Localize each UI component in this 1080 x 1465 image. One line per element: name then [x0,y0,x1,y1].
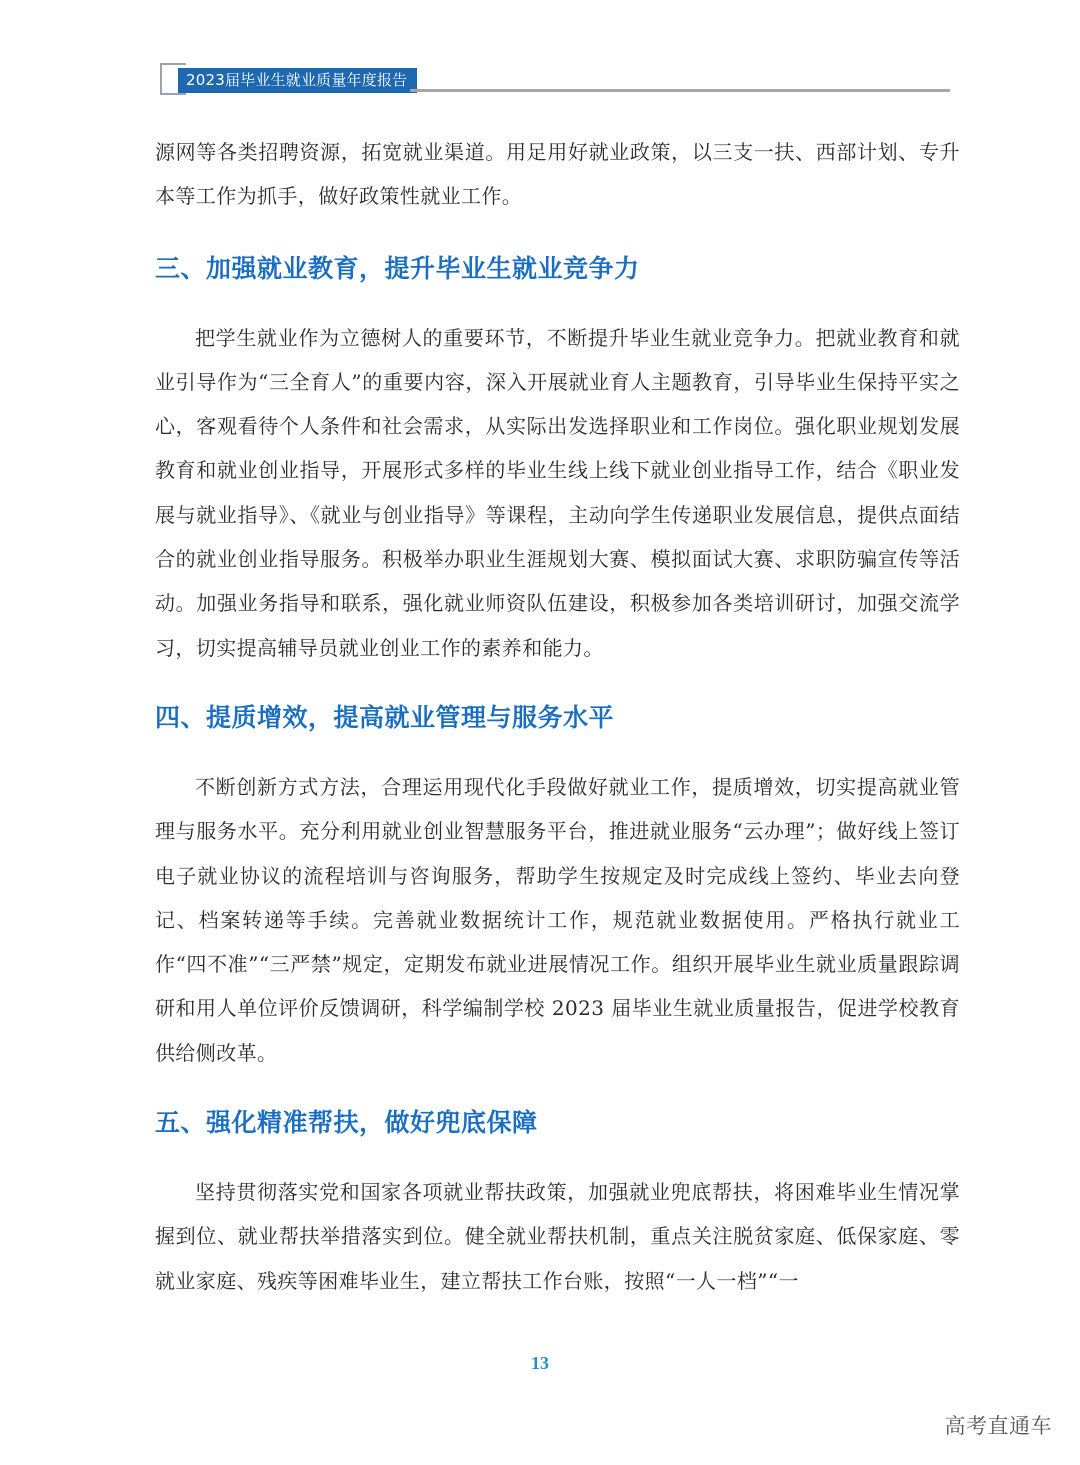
report-header [160,63,950,97]
source-watermark: 高考直通车 [944,1414,1052,1438]
section-paragraph-3: 把学生就业作为立德树人的重要环节，不断提升毕业生就业竞争力。把就业教育和就业引导作为“三全育人”的重要内容，深入开展就业育人主题教育，引导毕业生保持平实之心，客观看待个人条件和社会需求，从实际出发选择职业和工作岗位。强化职业规划发展教育和就业创业指导，开展形式多样的毕业生线上线下就业创业指导工作，结合《职业发展与就业指导》、《就业与创业指导》等课程，主动向学生传递职业发展信息，提供点面结合的就业创业指导服务。积极举办职业生涯规划大赛、模拟面试大赛、求职防骗宣传等活动。加强业务指导和联系，强化就业师资队伍建设，积极参加各类培训研讨，加强交流学习，切实提高辅导员就业创业工作的素养和能力。 [155,325,960,660]
page-number: 13 [531,1353,549,1373]
report-title: 2023届毕业生就业质量年度报告 [178,68,417,93]
intro-paragraph: 源网等各类招聘资源，拓宽就业渠道。用足用好就业政策，以三支一扶、西部计划、专升本等工作为抓手，做好政策性就业工作。 [155,140,960,209]
document-body [155,130,960,1303]
header-rule-divider [410,89,950,92]
section-heading-5: 五、强化精准帮扶，做好兜底保障 [155,1108,538,1138]
section-paragraph-5: 坚持贯彻落实党和国家各项就业帮扶政策，加强就业兜底帮扶，将困难毕业生情况掌握到位、就业帮扶举措落实到位。健全就业帮扶机制，重点关注脱贫家庭、低保家庭、零就业家庭、残疾等困难毕业生，建立帮扶工作台账，按照“一人一档”“一 [155,1180,960,1293]
section-heading-3: 三、加强就业教育，提升毕业生就业竞争力 [155,253,640,283]
section-heading-4: 四、提质增效，提高就业管理与服务水平 [155,702,615,732]
section-paragraph-4: 不断创新方式方法，合理运用现代化手段做好就业工作，提质增效，切实提高就业管理与服务水平。充分利用就业创业智慧服务平台，推进就业服务“云办理”；做好线上签订电子就业协议的流程培训与咨询服务，帮助学生按规定及时完成线上签约、毕业去向登记、档案转递等手续。完善就业数据统计工作，规范就业数据使用。严格执行就业工作“四不准”“三严禁”规定，定期发布就业进展情况工作。组织开展毕业生就业质量跟踪调研和用人单位评价反馈调研，科学编制学校 2023 届毕业生就业质量报告，促进学校教育供给侧改革。 [155,774,960,1065]
